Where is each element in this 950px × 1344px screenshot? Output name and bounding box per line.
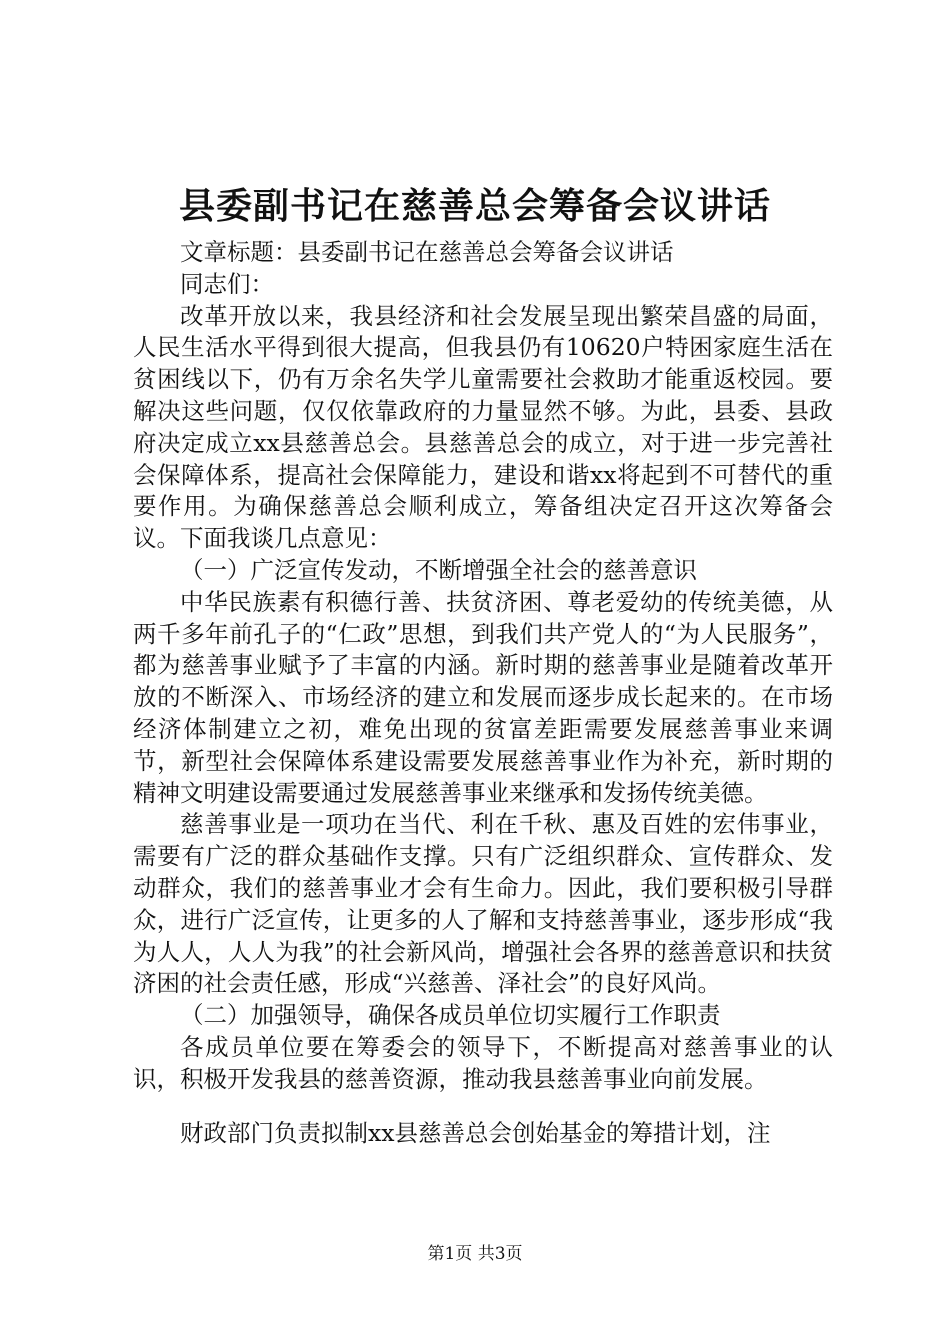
paragraph-finance: 财政部门负责拟制xx县慈善总会创始基金的筹措计划，注: [180, 1118, 771, 1147]
salutation: 同志们：: [180, 269, 274, 298]
document-body: [133, 237, 833, 1149]
section-heading-2: （二）加强领导，确保各成员单位切实履行工作职责: [180, 1001, 721, 1030]
paragraph-public-support: 慈善事业是一项功在当代、利在千秋、惠及百姓的宏伟事业，需要有广泛的群众基础作支撑。只有广泛组织群众、宣传群众、发动群众，我们的慈善事业才会有生命力。因此，我们要积极引导群众，进行广泛宣传，让更多的人了解和支持慈善事业，逐步形成“我为人人，人人为我”的社会新风尚，增强社会各界的慈善意识和扶贫济困的社会责任感，形成“兴慈善、泽社会”的良好风尚。: [133, 810, 833, 998]
paragraph-member-units: 各成员单位要在筹委会的领导下，不断提高对慈善事业的认识，积极开发我县的慈善资源，推动我县慈善事业向前发展。: [133, 1032, 833, 1093]
paragraph-tradition: 中华民族素有积德行善、扶贫济困、尊老爱幼的传统美德，从两千多年前孔子的“仁政”思想，到我们共产党人的“为人民服务”，都为慈善事业赋予了丰富的内涵。新时期的慈善事业是随着改革开放的不断深入、市场经济的建立和发展而逐步成长起来的。在市场经济体制建立之初，难免出现的贫富差距需要发展慈善事业来调节，新型社会保障体系建设需要发展慈善事业作为补充，新时期的精神文明建设需要通过发展慈善事业来继承和发扬传统美德。: [133, 587, 833, 807]
document-title: 县委副书记在慈善总会筹备会议讲话: [178, 185, 771, 227]
article-title-line: 文章标题：县委副书记在慈善总会筹备会议讲话: [180, 238, 674, 266]
paragraph-intro: 改革开放以来，我县经济和社会发展呈现出繁荣昌盛的局面，人民生活水平得到很大提高，但我县仍有10620户特困家庭生活在贫困线以下，仍有万余名失学儿童需要社会救助才能重返校园。要解决这些问题，仅仅依靠政府的力量显然不够。为此，县委、县政府决定成立xx县慈善总会。县慈善总会的成立，对于进一步完善社会保障体系，提高社会保障能力，建设和谐xx将起到不可替代的重要作用。为确保慈善总会顺利成立，筹备组决定召开这次筹备会议。下面我谈几点意见：: [133, 301, 833, 553]
page-number: 第1页 共3页: [427, 1244, 523, 1264]
section-heading-1: （一）广泛宣传发动，不断增强全社会的慈善意识: [180, 555, 697, 584]
